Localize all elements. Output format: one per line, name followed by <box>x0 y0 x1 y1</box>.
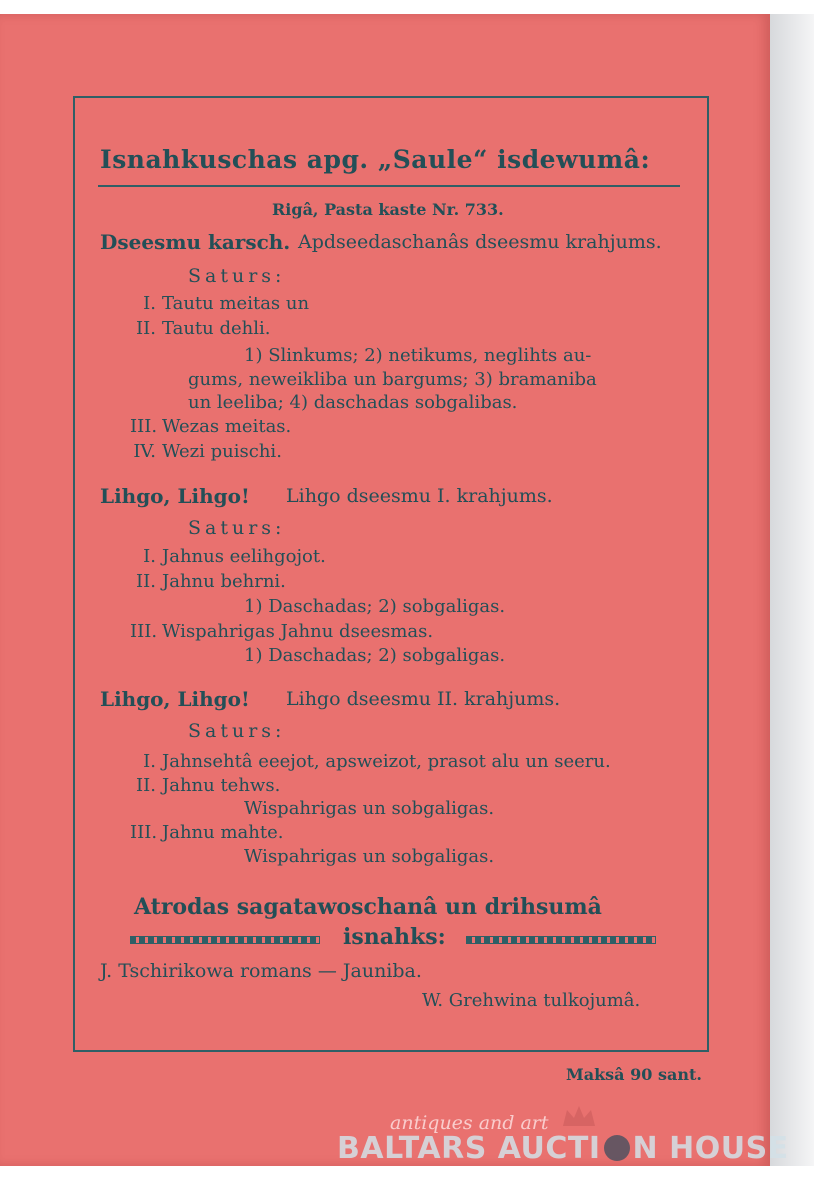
watermark-brand: BALTARS AUCTI N HOUSE <box>337 1131 789 1166</box>
list-item: un leeliba; 4) daschadas sobgalibas. <box>188 392 518 413</box>
forthcoming-novel: J. Tschirikowa romans — Jauniba. <box>100 960 422 982</box>
watermark-tagline: antiques and art <box>390 1112 549 1134</box>
book2-contents-label: Saturs: <box>188 517 286 539</box>
book1-subtitle: Apdseedaschanâs dseesmu krahjums. <box>298 231 662 253</box>
book3-contents-label: Saturs: <box>188 720 286 742</box>
publisher-heading: Isnahkuschas apg. „Saule“ isdewumâ: <box>100 145 651 174</box>
watermark-o-icon <box>604 1135 630 1161</box>
list-item: III. Wezas meitas. <box>130 416 292 437</box>
forthcoming-translator: W. Grehwina tulkojumâ. <box>422 990 641 1011</box>
decorative-divider-right <box>466 936 656 944</box>
publisher-address: Rigâ, Pasta kaste Nr. 733. <box>272 200 504 219</box>
background-edge <box>770 14 814 1166</box>
forthcoming-subheading: isnahks: <box>343 924 446 950</box>
list-item: Wispahrigas un sobgaligas. <box>244 798 495 819</box>
list-item: II. Jahnu behrni. <box>136 571 286 592</box>
heading-underline <box>98 185 680 187</box>
book2-title: Lihgo, Lihgo! <box>100 484 250 508</box>
book3-subtitle: Lihgo dseesmu II. krahjums. <box>286 688 561 710</box>
price-label: Maksâ 90 sant. <box>566 1065 702 1084</box>
list-item: 1) Slinkums; 2) netikums, neglihts au- <box>244 345 592 366</box>
decorative-divider-left <box>130 936 320 944</box>
crown-icon <box>561 1104 597 1130</box>
list-item: III. Wispahrigas Jahnu dseesmas. <box>130 621 434 642</box>
book3-title: Lihgo, Lihgo! <box>100 687 250 711</box>
book1-title: Dseesmu karsch. <box>100 230 291 254</box>
book1-contents-label: Saturs: <box>188 265 286 287</box>
list-item: gums, neweikliba un bargums; 3) bramaniba <box>188 369 597 390</box>
book2-subtitle: Lihgo dseesmu I. krahjums. <box>286 485 553 507</box>
list-item: I. Jahnsehtâ eeejot, apsweizot, prasot alu un seeru. <box>143 751 611 772</box>
list-item: II. Jahnu tehws. <box>136 775 281 796</box>
list-item: IV. Wezi puischi. <box>133 441 282 462</box>
list-item: III. Jahnu mahte. <box>130 822 284 843</box>
list-item: I. Jahnus eelihgojot. <box>143 546 326 567</box>
forthcoming-heading: Atrodas sagatawoschanâ un drihsumâ <box>134 894 602 920</box>
list-item: 1) Daschadas; 2) sobgaligas. <box>244 645 506 666</box>
list-item: I. Tautu meitas un <box>143 293 310 314</box>
list-item: Wispahrigas un sobgaligas. <box>244 846 495 867</box>
list-item: II. Tautu dehli. <box>136 318 271 339</box>
list-item: 1) Daschadas; 2) sobgaligas. <box>244 596 506 617</box>
